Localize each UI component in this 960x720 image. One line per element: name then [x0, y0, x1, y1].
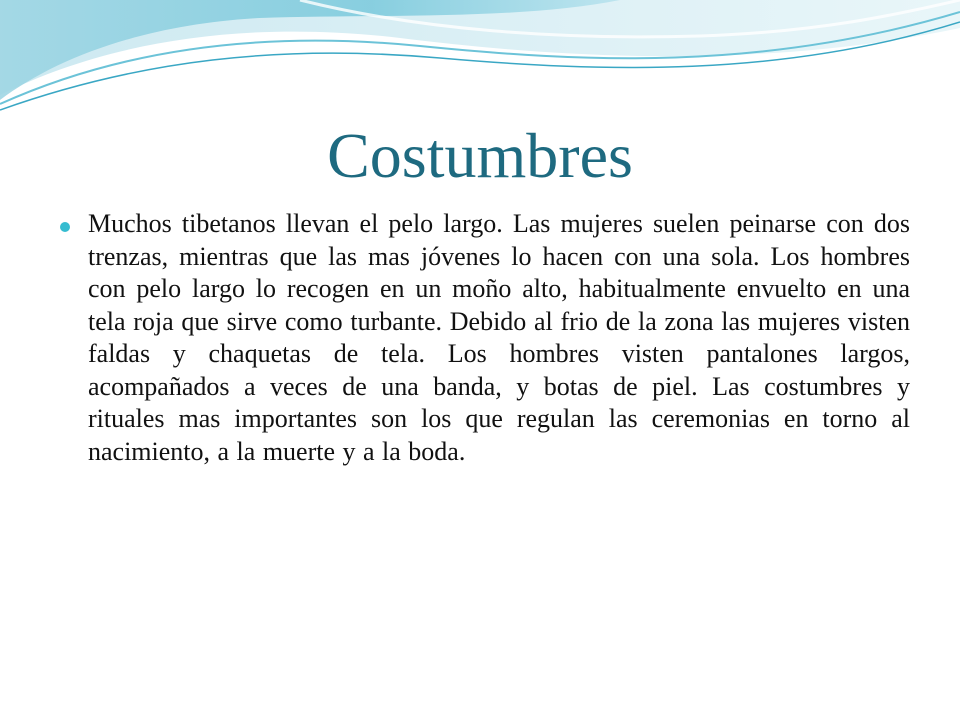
slide-content	[60, 208, 910, 468]
bullet-item	[60, 208, 910, 468]
slide-title: Costumbres	[327, 120, 633, 191]
bullet-dot-icon	[60, 222, 70, 232]
wave-header-decoration	[0, 0, 960, 120]
bullet-text: Muchos tibetanos llevan el pelo largo. Las mujeres suelen peinarse con dos trenzas, mientras que las mas jóvenes lo hacen con una sola. Los hombres con pelo largo lo recogen en un moño alto, habitualmente envuelto en una tela roja que sirve como turbante. Debido al frio de la zona las mujeres visten faldas y chaquetas de tela. Los hombres visten pantalones largos, acompañados a veces de una banda, y botas de piel. Las costumbres y rituales mas importantes son los que regulan las ceremonias en torno al nacimiento, a la muerte y a la boda.	[88, 209, 910, 466]
